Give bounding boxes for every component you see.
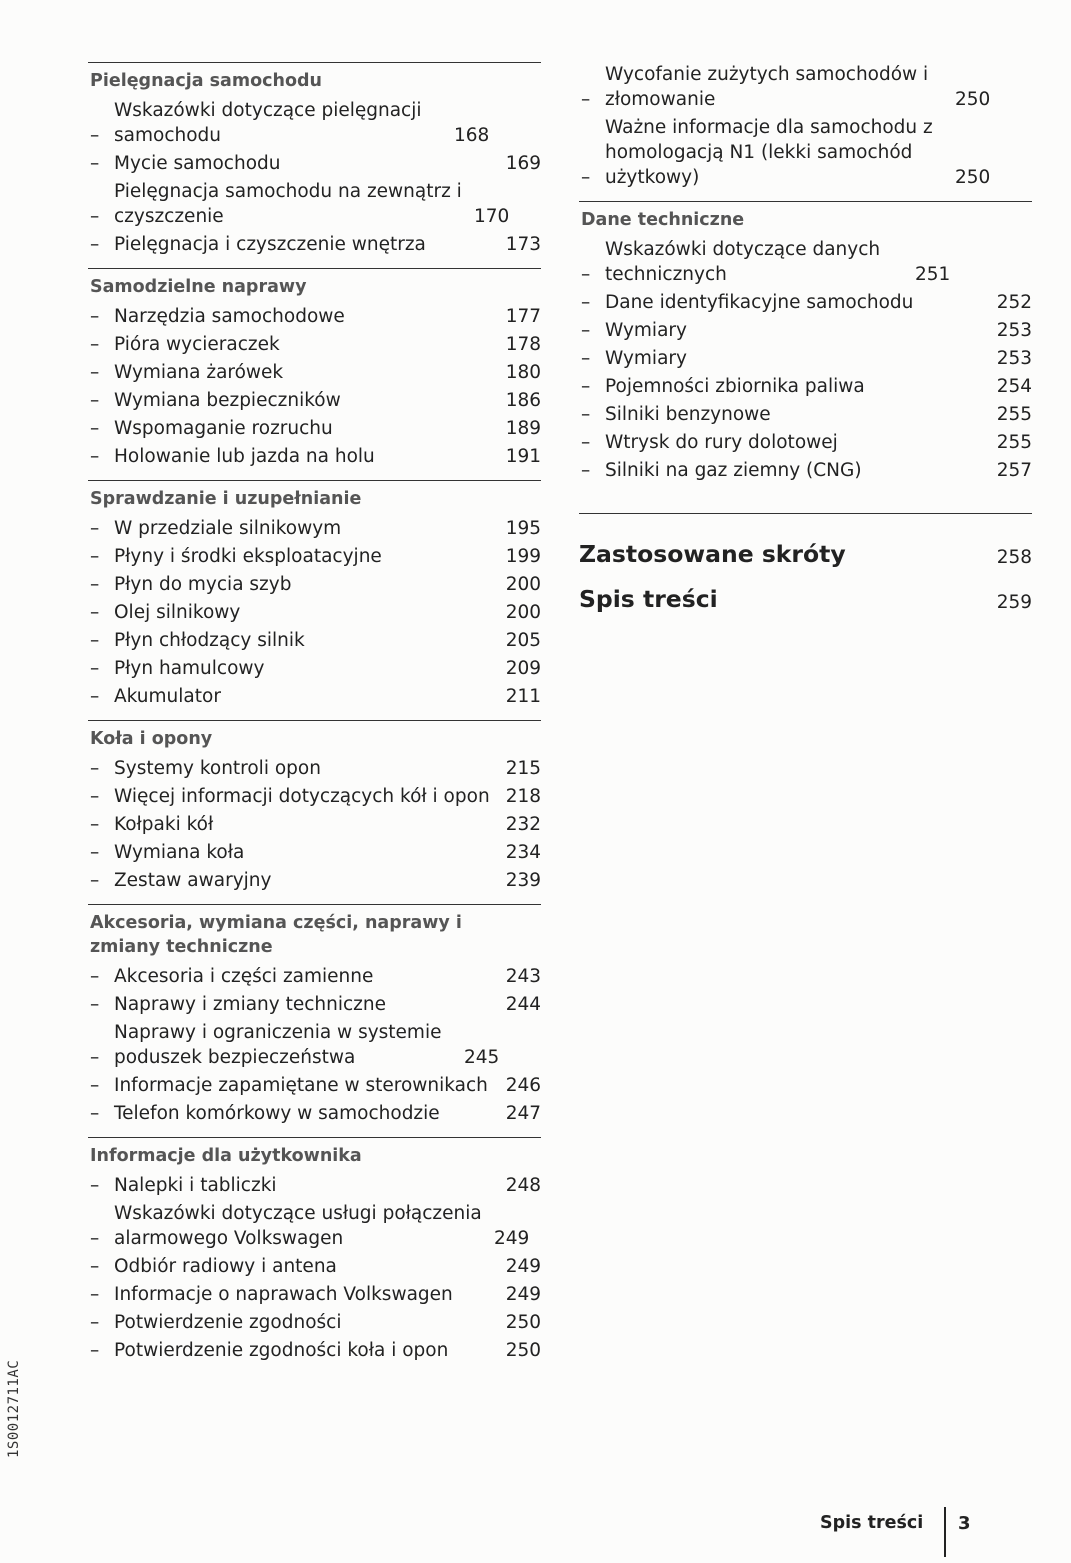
toc-entry[interactable] bbox=[88, 756, 541, 781]
entry-dash: – bbox=[581, 320, 591, 341]
entry-title: Informacje o naprawach Volkswagen bbox=[114, 1284, 453, 1305]
toc-entry[interactable] bbox=[579, 290, 1032, 315]
toc-entry[interactable] bbox=[88, 98, 541, 148]
entry-title: Wycofanie zużytych samochodów i złomowanie bbox=[605, 64, 929, 110]
entry-dash: – bbox=[90, 1228, 100, 1249]
entry-title: Płyny i środki eksploatacyjne bbox=[114, 546, 382, 567]
toc-entry[interactable] bbox=[88, 444, 541, 469]
section-heading: Sprawdzanie i uzupełnianie bbox=[90, 489, 362, 509]
toc-entry[interactable] bbox=[88, 179, 541, 229]
entry-page: 250 bbox=[505, 1312, 541, 1333]
toc-left-column bbox=[88, 62, 541, 1368]
entry-dash: – bbox=[90, 1103, 100, 1124]
entry-dash: – bbox=[90, 994, 100, 1015]
entry-page: 249 bbox=[505, 1256, 541, 1277]
entry-title: Pióra wycieraczek bbox=[114, 334, 280, 355]
entry-dash: – bbox=[90, 1284, 100, 1305]
entry-title: Potwierdzenie zgodności koła i opon bbox=[114, 1340, 449, 1361]
entry-dash: – bbox=[90, 1047, 100, 1068]
toc-entry[interactable] bbox=[88, 812, 541, 837]
entry-title: Pielęgnacja i czyszczenie wnętrza bbox=[114, 234, 426, 255]
entry-title: Wskazówki dotyczące pielęgnacji samochodu bbox=[114, 100, 422, 146]
entry-page: 239 bbox=[505, 870, 541, 891]
section-heading: Informacje dla użytkownika bbox=[90, 1146, 362, 1166]
toc-entry[interactable] bbox=[88, 684, 541, 709]
toc-entry[interactable] bbox=[88, 600, 541, 625]
entry-dash: – bbox=[90, 446, 100, 467]
entry-page: 250 bbox=[955, 167, 991, 188]
entry-title: Olej silnikowy bbox=[114, 602, 241, 623]
document-code: 1S0012711AC bbox=[6, 1359, 22, 1458]
entry-page: 177 bbox=[505, 306, 541, 327]
toc-entry[interactable] bbox=[88, 1020, 541, 1070]
entry-title: Ważne informacje dla samochodu z homologacją N1 (lekki samochód użytkowy) bbox=[605, 117, 933, 188]
entry-page: 191 bbox=[505, 446, 541, 467]
toc-entry[interactable] bbox=[88, 1254, 541, 1279]
entry-title: Mycie samochodu bbox=[114, 153, 281, 174]
entry-title: Wymiary bbox=[605, 348, 687, 369]
toc-entry[interactable] bbox=[88, 416, 541, 441]
toc-entry[interactable] bbox=[88, 232, 541, 257]
entry-title: Akumulator bbox=[114, 686, 221, 707]
entry-page: 253 bbox=[996, 320, 1032, 341]
toc-entry[interactable] bbox=[88, 784, 541, 809]
toc-entry[interactable] bbox=[88, 1173, 541, 1198]
entry-page: 245 bbox=[464, 1047, 500, 1068]
entry-title: Wymiana żarówek bbox=[114, 362, 284, 383]
entry-dash: – bbox=[581, 292, 591, 313]
toc-section bbox=[88, 904, 541, 1131]
toc-entry[interactable] bbox=[88, 964, 541, 989]
entry-title: Płyn do mycia szyb bbox=[114, 574, 292, 595]
entry-title: Narzędzia samochodowe bbox=[114, 306, 345, 327]
entry-page: 250 bbox=[955, 89, 991, 110]
entry-dash: – bbox=[581, 167, 591, 188]
entry-title: Płyn chłodzący silnik bbox=[114, 630, 305, 651]
entry-page: 189 bbox=[505, 418, 541, 439]
section-heading: Akcesoria, wymiana części, naprawy i zmiany techniczne bbox=[90, 913, 462, 957]
entry-page: 180 bbox=[505, 362, 541, 383]
major-section-entry[interactable] bbox=[579, 540, 1032, 568]
entry-page: 234 bbox=[505, 842, 541, 863]
toc-entry[interactable] bbox=[579, 115, 1032, 190]
toc-section bbox=[88, 1137, 541, 1368]
toc-section bbox=[88, 268, 541, 474]
entry-dash: – bbox=[90, 1340, 100, 1361]
toc-entry[interactable] bbox=[88, 992, 541, 1017]
toc-entry[interactable] bbox=[88, 1310, 541, 1335]
entry-page: 168 bbox=[454, 125, 490, 146]
toc-entry[interactable] bbox=[88, 1101, 541, 1126]
entry-dash: – bbox=[581, 432, 591, 453]
entry-page: 251 bbox=[915, 264, 951, 285]
entry-dash: – bbox=[90, 390, 100, 411]
entry-title: Silniki benzynowe bbox=[605, 404, 771, 425]
toc-entry[interactable] bbox=[579, 62, 1032, 112]
entry-dash: – bbox=[90, 658, 100, 679]
entry-page: 200 bbox=[505, 602, 541, 623]
entry-dash: – bbox=[90, 518, 100, 539]
entry-title: Więcej informacji dotyczących kół i opon bbox=[114, 786, 490, 807]
entry-dash: – bbox=[90, 814, 100, 835]
entry-dash: – bbox=[581, 89, 591, 110]
entry-dash: – bbox=[90, 1256, 100, 1277]
entry-title: Akcesoria i części zamienne bbox=[114, 966, 374, 987]
entry-dash: – bbox=[581, 404, 591, 425]
toc-entry[interactable] bbox=[579, 374, 1032, 399]
entry-dash: – bbox=[90, 574, 100, 595]
entry-page: 255 bbox=[996, 432, 1032, 453]
entry-page: 246 bbox=[505, 1075, 541, 1096]
entry-dash: – bbox=[90, 334, 100, 355]
entry-dash: – bbox=[90, 630, 100, 651]
entry-title: Wspomaganie rozruchu bbox=[114, 418, 333, 439]
section-heading: Dane techniczne bbox=[581, 210, 745, 230]
entry-page: 248 bbox=[505, 1175, 541, 1196]
toc-entry[interactable] bbox=[88, 1073, 541, 1098]
entry-page: 173 bbox=[505, 234, 541, 255]
major-section-page: 259 bbox=[996, 592, 1032, 613]
entry-title: Odbiór radiowy i antena bbox=[114, 1256, 337, 1277]
entry-title: Płyn hamulcowy bbox=[114, 658, 265, 679]
entry-dash: – bbox=[90, 125, 100, 146]
entry-dash: – bbox=[90, 306, 100, 327]
section-heading: Samodzielne naprawy bbox=[90, 277, 307, 297]
entry-page: 218 bbox=[505, 786, 541, 807]
toc-section bbox=[88, 62, 541, 262]
toc-entry[interactable] bbox=[88, 332, 541, 357]
entry-title: Telefon komórkowy w samochodzie bbox=[114, 1103, 440, 1124]
entry-page: 211 bbox=[505, 686, 541, 707]
major-section-title: Zastosowane skróty bbox=[579, 540, 846, 568]
major-section-title: Spis treści bbox=[579, 585, 718, 613]
entry-dash: – bbox=[581, 348, 591, 369]
entry-title: Potwierdzenie zgodności bbox=[114, 1312, 342, 1333]
toc-entry[interactable] bbox=[88, 1282, 541, 1307]
entry-title: Silniki na gaz ziemny (CNG) bbox=[605, 460, 862, 481]
footer-divider bbox=[944, 1507, 946, 1557]
entry-page: 247 bbox=[505, 1103, 541, 1124]
entry-dash: – bbox=[90, 602, 100, 623]
entry-title: Holowanie lub jazda na holu bbox=[114, 446, 375, 467]
entry-title: Wtrysk do rury dolotowej bbox=[605, 432, 838, 453]
entry-dash: – bbox=[90, 362, 100, 383]
entry-dash: – bbox=[581, 460, 591, 481]
toc-entry[interactable] bbox=[579, 430, 1032, 455]
entry-dash: – bbox=[90, 786, 100, 807]
entry-page: 250 bbox=[505, 1340, 541, 1361]
toc-entry[interactable] bbox=[579, 237, 1032, 287]
entry-title: Systemy kontroli opon bbox=[114, 758, 321, 779]
toc-section bbox=[88, 480, 541, 714]
entry-dash: – bbox=[90, 758, 100, 779]
entry-page: 215 bbox=[505, 758, 541, 779]
toc-entry[interactable] bbox=[88, 868, 541, 893]
entry-page: 205 bbox=[505, 630, 541, 651]
toc-section bbox=[579, 201, 1032, 488]
toc-entry[interactable] bbox=[88, 151, 541, 176]
entry-dash: – bbox=[90, 206, 100, 227]
entry-page: 252 bbox=[996, 292, 1032, 313]
entry-title: W przedziale silnikowym bbox=[114, 518, 342, 539]
entry-title: Dane identyfikacyjne samochodu bbox=[605, 292, 914, 313]
divider-rule bbox=[579, 513, 1032, 514]
entry-page: 200 bbox=[505, 574, 541, 595]
toc-entry[interactable] bbox=[88, 1338, 541, 1363]
entry-title: Kołpaki kół bbox=[114, 814, 214, 835]
entry-title: Wskazówki dotyczące danych technicznych bbox=[605, 239, 881, 285]
toc-entry[interactable] bbox=[88, 628, 541, 653]
entry-title: Wymiary bbox=[605, 320, 687, 341]
entry-dash: – bbox=[90, 686, 100, 707]
footer-title: Spis treści bbox=[820, 1513, 924, 1533]
entry-dash: – bbox=[90, 1075, 100, 1096]
entry-title: Pojemności zbiornika paliwa bbox=[605, 376, 865, 397]
entry-dash: – bbox=[90, 418, 100, 439]
major-section-page: 258 bbox=[996, 547, 1032, 568]
entry-dash: – bbox=[90, 234, 100, 255]
entry-title: Pielęgnacja samochodu na zewnątrz i czyszczenie bbox=[114, 181, 462, 227]
entry-page: 209 bbox=[505, 658, 541, 679]
entry-page: 249 bbox=[494, 1228, 530, 1249]
entry-title: Naprawy i ograniczenia w systemie poduszek bezpieczeństwa bbox=[114, 1022, 442, 1068]
toc-entry[interactable] bbox=[579, 402, 1032, 427]
toc-entry[interactable] bbox=[88, 840, 541, 865]
toc-section bbox=[88, 720, 541, 898]
entry-page: 178 bbox=[505, 334, 541, 355]
entry-page: 170 bbox=[474, 206, 510, 227]
toc-entry[interactable] bbox=[88, 304, 541, 329]
entry-title: Wymiana koła bbox=[114, 842, 245, 863]
entry-page: 243 bbox=[505, 966, 541, 987]
entry-dash: – bbox=[90, 153, 100, 174]
entry-page: 257 bbox=[996, 460, 1032, 481]
entry-page: 249 bbox=[505, 1284, 541, 1305]
entry-page: 254 bbox=[996, 376, 1032, 397]
entry-page: 244 bbox=[505, 994, 541, 1015]
entry-dash: – bbox=[90, 1175, 100, 1196]
toc-entry[interactable] bbox=[88, 544, 541, 569]
section-heading: Koła i opony bbox=[90, 729, 213, 749]
entry-title: Nalepki i tabliczki bbox=[114, 1175, 277, 1196]
toc-entry[interactable] bbox=[579, 458, 1032, 483]
toc-entry[interactable] bbox=[579, 318, 1032, 343]
entry-dash: – bbox=[581, 376, 591, 397]
entry-title: Naprawy i zmiany techniczne bbox=[114, 994, 386, 1015]
toc-entry[interactable] bbox=[88, 516, 541, 541]
entry-dash: – bbox=[90, 546, 100, 567]
toc-entry[interactable] bbox=[88, 388, 541, 413]
entry-title: Wskazówki dotyczące usługi połączenia alarmowego Volkswagen bbox=[114, 1203, 482, 1249]
entry-page: 255 bbox=[996, 404, 1032, 425]
toc-entry[interactable] bbox=[88, 360, 541, 385]
entry-page: 253 bbox=[996, 348, 1032, 369]
entry-page: 232 bbox=[505, 814, 541, 835]
entry-dash: – bbox=[90, 842, 100, 863]
entry-title: Wymiana bezpieczników bbox=[114, 390, 341, 411]
entry-dash: – bbox=[90, 1312, 100, 1333]
entry-title: Zestaw awaryjny bbox=[114, 870, 272, 891]
entry-dash: – bbox=[581, 264, 591, 285]
toc-right-column bbox=[579, 62, 1032, 488]
entry-page: 199 bbox=[505, 546, 541, 567]
toc-entry[interactable] bbox=[88, 656, 541, 681]
toc-section-continuation bbox=[579, 62, 1032, 195]
entry-title: Informacje zapamiętane w sterownikach bbox=[114, 1075, 488, 1096]
entry-page: 169 bbox=[505, 153, 541, 174]
section-heading: Pielęgnacja samochodu bbox=[90, 71, 322, 91]
entry-page: 195 bbox=[505, 518, 541, 539]
entry-dash: – bbox=[90, 870, 100, 891]
toc-entry[interactable] bbox=[88, 572, 541, 597]
major-section-entry[interactable] bbox=[579, 585, 1032, 613]
page-number: 3 bbox=[958, 1513, 971, 1534]
toc-entry[interactable] bbox=[88, 1201, 541, 1251]
toc-entry[interactable] bbox=[579, 346, 1032, 371]
entry-page: 186 bbox=[505, 390, 541, 411]
entry-dash: – bbox=[90, 966, 100, 987]
